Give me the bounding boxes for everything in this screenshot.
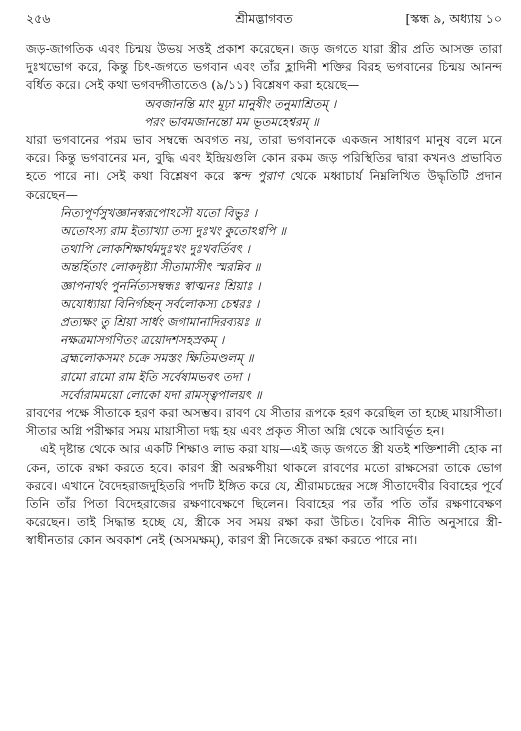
verse-line: পরং ভাবমজানন্তো মম ভূতমহেশ্বরম্ ॥ xyxy=(144,114,319,129)
book-page xyxy=(26,8,502,723)
paragraph-intro: জড়-জাগতিক এবং চিন্ময় উভয় সত্তই প্রকাশ করেছেন। জড় জগতে যারা স্ত্রীর প্রতি আসক্ত তারা দুঃখভোগ করে, কিন্তু চিৎ-জগতে ভগবান এবং তাঁর হ্লাদিনী শক্তির বিরহ ভগবানের চিন্ময় আনন্দ বর্ধিত করে। সেই কথা ভগবদ্গীতাতেও (৯/১১) বিশ্লেষণ করা হয়েছে— xyxy=(26,42,502,93)
chapter-reference: [স্কন্ধ ৯, অধ্যায় ১০ xyxy=(405,11,502,26)
gita-verse xyxy=(26,95,502,131)
paragraph-lesson: এই দৃষ্টান্ত থেকে আর একটি শিক্ষাও লাভ করা যায়—এই জড় জগতে স্ত্রী যতই শক্তিশালী হোক না কেন, তাকে রক্ষা করতে হবে। কারণ স্ত্রী অরক্ষণীয়া থাকলে রাবণের মতো রাক্ষসেরা তাকে ভোগ করবে। এখানে বৈদেহরাজদুহিতরি পদটি ইঙ্গিত করে যে, শ্রীরামচন্দ্রের সঙ্গে সীতাদেবীর বিবাহের পূর্বে তিনি তাঁর পিতা বিদেহরাজের রক্ষণাবেক্ষণে ছিলেন। বিবাহের পর তাঁর পতি তাঁর রক্ষণাবেক্ষণ করেছেন। তাই সিদ্ধান্ত হচ্ছে যে, স্ত্রীকে সব সময় রক্ষা করা উচিত। বৈদিক নীতি অনুসারে স্ত্রী-স্বাধীনতার কোন অবকাশ নেই (অসমক্ষম্), কারণ স্ত্রী নিজেকে রক্ষা করতে পারে না। xyxy=(26,442,503,548)
explanation-tail: থেকে মধ্বাচার্য নিম্নলিখিত উদ্ধৃতিটি প্রদান করেছেন— xyxy=(26,169,502,202)
verse-line: জ্ঞাপনার্থং পুনর্নিত্যসম্বন্ধঃ স্বাত্মনঃ শ্রিয়াঃ । xyxy=(60,278,261,293)
verse-line: সর্বোরামময়ো লোকো যদা রামস্ত্বপালয়ৎ ॥ xyxy=(60,387,262,402)
verse-line: অবজানন্তি মাং মূঢ়া মানুষীং তনুমাশ্রিতম্ । xyxy=(144,96,337,111)
paragraph-maya-sita: রাবণের পক্ষে সীতাকে হরণ করা অসম্ভব। রাবণ যে সীতার রূপকে হরণ করেছিল তা হচ্ছে মায়াসীতা। সীতার অগ্নি পরীক্ষার সময় মায়াসীতা দগ্ধ হয় এবং প্রকৃত সীতা অগ্নি থেকে আবির্ভূত হন। xyxy=(26,406,502,439)
explanation-text: যারা ভগবানের পরম ভাব সম্বন্ধে অবগত নয়, তারা ভগবানকে একজন সাধারণ মানুষ বলে মনে করে। কিন্তু ভগবানের মন, বুদ্ধি এবং ইন্দ্রিয়গুলি কোন রকম জড় পরিস্থিতির দ্বারা কখনও প্রভাবিত হতে পারে না। সেই কথা বিশ্লেষণ করে xyxy=(26,133,502,184)
paragraph-explanation xyxy=(26,131,502,204)
page-header xyxy=(26,8,502,30)
book-title: শ্রীমদ্ভাগবত xyxy=(235,11,293,26)
verse-line: অতোঽস্য রাম ইত্যাখ্যা তস্য দুঃখং কুতোঽণ্বপি ॥ xyxy=(60,224,286,239)
verse-line: অন্তর্হিতাং লোকদৃষ্ট্যা সীতামাসীৎ স্মরন্নিব ॥ xyxy=(60,260,261,275)
verse-line: নিত্যপূর্ণসুখজ্ঞানস্বরূপোঽসৌ যতো বিভুঃ । xyxy=(60,205,258,220)
page-number: ২৫৬ xyxy=(26,11,51,26)
source-title: স্কন্দ পুরাণ xyxy=(231,169,284,184)
page-body xyxy=(26,40,502,550)
verse-line: রামো রামো রাম ইতি সর্বেষামভবৎ তদা । xyxy=(60,369,250,384)
skanda-purana-verse xyxy=(26,204,502,404)
verse-line: নক্ষত্রমাসগণিতং ত্রয়োদশসহস্রকম্ । xyxy=(60,333,225,348)
verse-line: প্রত্যক্ষং তু শ্রিয়া সার্ধং জগামানাদিরব্যয়ঃ ॥ xyxy=(60,315,261,330)
verse-line: অযোধ্যায়া বিনির্গচ্ছন্ সর্বলোকস্য চেশ্বরঃ । xyxy=(60,296,260,311)
verse-line: ব্রহ্মলোকসমং চক্রে সমস্তং ক্ষিতিমণ্ডলম্ ॥ xyxy=(60,351,254,366)
verse-line: তথাপি লোকশিক্ষার্থমদুঃখং দুঃখবর্তিবৎ । xyxy=(60,242,250,257)
